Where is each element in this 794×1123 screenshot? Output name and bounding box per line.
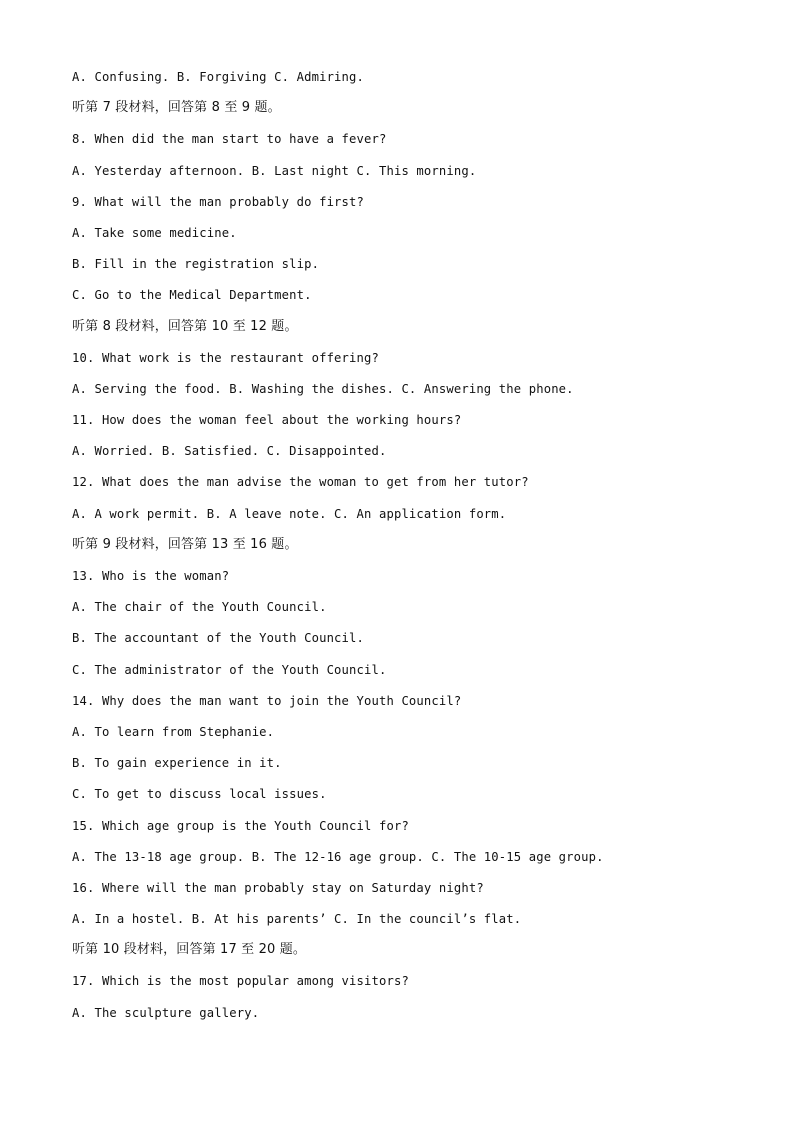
question-line: 17. Which is the most popular among visitors? <box>72 974 409 989</box>
question-line: 8. When did the man start to have a fever? <box>72 132 387 147</box>
question-line: 16. Where will the man probably stay on Saturday night? <box>72 880 484 895</box>
option-line: A. Worried. B. Satisfied. C. Disappointed. <box>72 444 387 459</box>
option-line: C. Go to the Medical Department. <box>72 288 312 303</box>
question-line: 15. Which age group is the Youth Council for? <box>72 818 409 833</box>
option-line: A. In a hostel. B. At his parents’ C. In the council’s flat. <box>72 912 522 927</box>
option-line: A. The chair of the Youth Council. <box>72 600 327 615</box>
question-line: 12. What does the man advise the woman to get from her tutor? <box>72 475 529 490</box>
option-line: A. Serving the food. B. Washing the dishes. C. Answering the phone. <box>72 381 574 396</box>
option-line: B. The accountant of the Youth Council. <box>72 631 365 646</box>
exam-page <box>72 66 772 1033</box>
section-heading: 听第 7 段材料，回答第 8 至 9 题。 <box>72 100 281 116</box>
option-line: A. Take some medicine. <box>72 225 237 240</box>
option-line: A. To learn from Stephanie. <box>72 724 275 739</box>
option-line: C. The administrator of the Youth Council. <box>72 662 387 677</box>
option-line: A. A work permit. B. A leave note. C. An application form. <box>72 506 507 521</box>
option-line: A. Confusing. B. Forgiving C. Admiring. <box>72 70 365 84</box>
option-line: B. Fill in the registration slip. <box>72 257 320 272</box>
section-heading: 听第 8 段材料，回答第 10 至 12 题。 <box>72 318 298 334</box>
option-line: A. Yesterday afternoon. B. Last night C. This morning. <box>72 163 477 178</box>
section-heading: 听第 10 段材料，回答第 17 至 20 题。 <box>72 942 307 958</box>
option-line: A. The 13-18 age group. B. The 12-16 age group. C. The 10-15 age group. <box>72 849 604 864</box>
question-line: 10. What work is the restaurant offering? <box>72 350 379 365</box>
question-line: 11. How does the woman feel about the working hours? <box>72 413 462 428</box>
option-line: B. To gain experience in it. <box>72 756 282 771</box>
option-line: A. The sculpture gallery. <box>72 1005 260 1020</box>
option-line: C. To get to discuss local issues. <box>72 787 327 802</box>
question-line: 13. Who is the woman? <box>72 569 230 583</box>
section-heading: 听第 9 段材料，回答第 13 至 16 题。 <box>72 536 298 552</box>
question-line: 9. What will the man probably do first? <box>72 194 365 209</box>
question-line: 14. Why does the man want to join the Youth Council? <box>72 693 462 708</box>
